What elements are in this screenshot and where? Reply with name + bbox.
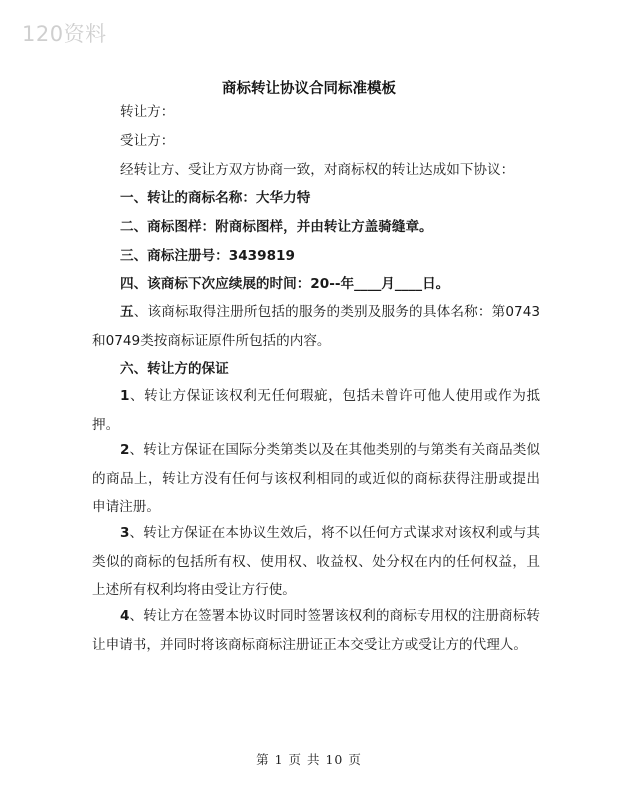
party-transferee: 受让方： <box>120 133 175 149</box>
warranty-3-number: 3 <box>120 525 130 541</box>
clause-3: 三、商标注册号：3439819 <box>120 248 295 264</box>
warranty-1-text: 、转让方保证该权利无任何瑕疵，包括未曾许可他人使用或作为抵押。 <box>92 388 540 433</box>
warranty-1 <box>92 382 540 439</box>
warranty-1-number: 1 <box>120 388 130 404</box>
clause-1: 一、转让的商标名称：大华力特 <box>120 190 311 206</box>
intro-paragraph: 经转让方、受让方双方协商一致，对商标权的转让达成如下协议： <box>120 162 515 178</box>
clause-5-number: 五 <box>120 304 134 320</box>
watermark: 120资料 <box>22 22 107 46</box>
clause-4: 四、该商标下次应续展的时间：20--年____月____日。 <box>120 276 450 292</box>
warranty-4 <box>92 602 540 659</box>
warranty-2-text: 、转让方保证在国际分类第类以及在其他类别的与第类有关商品类似的商品上，转让方没有任何与该权利相同的或近似的商标获得注册或提出申请注册。 <box>92 442 540 515</box>
warranty-2 <box>92 436 540 522</box>
party-transferor: 转让方： <box>120 104 175 120</box>
warranty-2-number: 2 <box>120 442 130 458</box>
page-footer: 第 1 页 共 10 页 <box>256 752 362 767</box>
warranty-3 <box>92 519 540 605</box>
warranty-4-number: 4 <box>120 608 130 624</box>
warranty-4-text: 、转让方在签署本协议时同时签署该权利的商标专用权的注册商标转让申请书，并同时将该商标商标注册证正本交受让方或受让方的代理人。 <box>92 608 540 653</box>
warranty-3-text: 、转让方保证在本协议生效后，将不以任何方式谋求对该权利或与其类似的商标的包括所有权、使用权、收益权、处分权在内的任何权益，且上述所有权利均将由受让方行使。 <box>92 525 540 598</box>
clause-5 <box>92 298 540 355</box>
document-title: 商标转让协议合同标准模板 <box>222 81 396 97</box>
clause-6-heading: 六、转让方的保证 <box>120 361 229 377</box>
clause-5-text: 、该商标取得注册所包括的服务的类别及服务的具体名称：第0743和0749类按商标证原件所包括的内容。 <box>92 304 541 349</box>
clause-2: 二、商标图样：附商标图样，并由转让方盖骑缝章。 <box>120 219 433 235</box>
